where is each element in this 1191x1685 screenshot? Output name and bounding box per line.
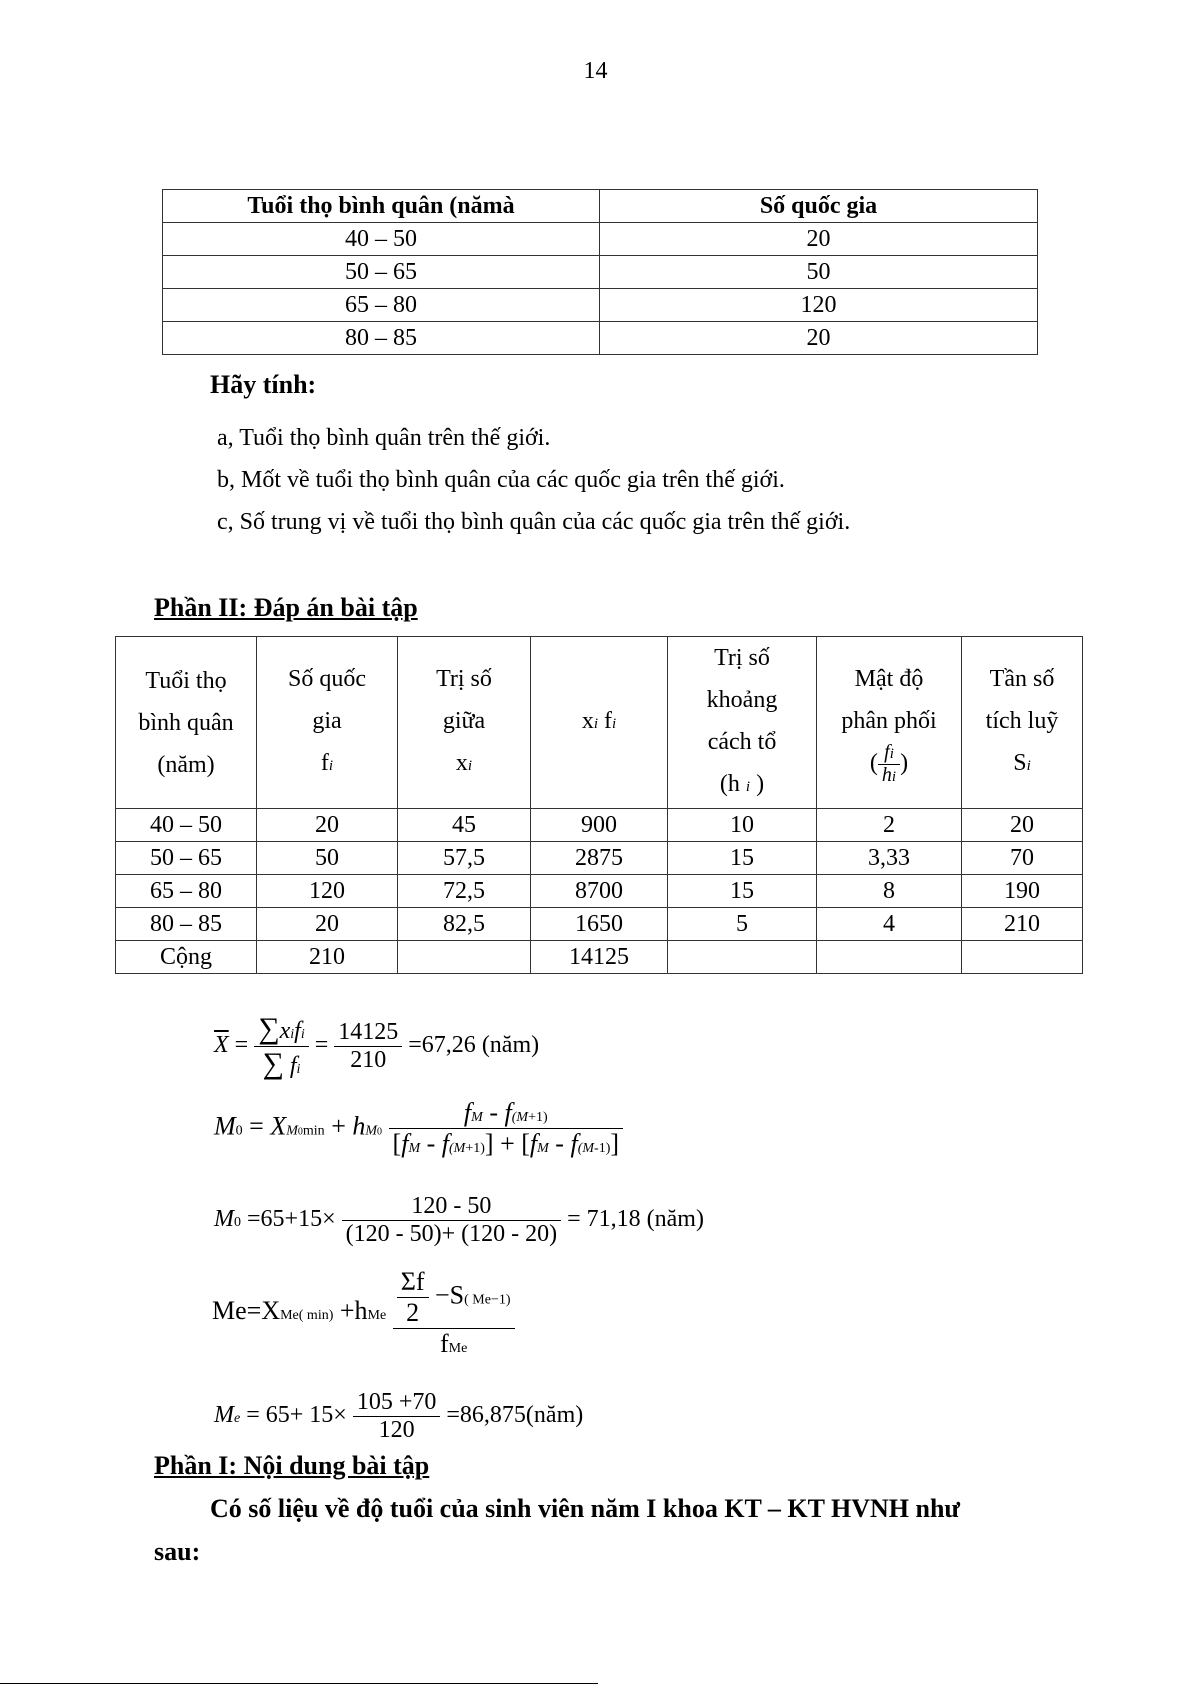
col-density-header: Mật độ phân phối ( $\frac{fi}{hi}$ ) (817, 637, 962, 809)
subscript: (M (577, 1141, 595, 1156)
closing-paragraph-line1: Có số liệu về độ tuổi của sinh viên năm I khoa KT – KT HVNH như (210, 1494, 961, 1523)
term: h (352, 1111, 366, 1141)
cell: 80 – 85 (163, 322, 600, 355)
unit: (năm) (525, 1402, 584, 1429)
subscript: M (537, 1141, 549, 1156)
subscript: 0 (234, 1215, 241, 1231)
col-age-header (116, 637, 257, 809)
term: f (289, 1053, 297, 1079)
subscript: i (889, 746, 894, 762)
subscript: i (300, 1027, 305, 1042)
frac-num: f (884, 741, 890, 763)
cell: 50 – 65 (116, 842, 257, 875)
closing-paragraph-line2: sau: (154, 1537, 201, 1566)
subscript: i (467, 758, 473, 774)
subscript: 0 (235, 1123, 243, 1139)
term: f (401, 1129, 409, 1158)
col-cumulative-header (962, 637, 1083, 809)
header-line: (năm) (157, 751, 215, 778)
term: M (214, 1111, 236, 1141)
subscript: i (593, 716, 598, 732)
unit: (năm) (646, 1206, 704, 1233)
formula-mean: $\overline{X}$ = ∑xifi ∑ fi = $\frac{14125}{210}$ =67,26 (năm) (214, 1012, 540, 1080)
result: =67,26 (408, 1032, 476, 1059)
result: = 71,18 (567, 1206, 641, 1233)
cell: 210 (257, 941, 398, 974)
header-line: gia (312, 708, 342, 734)
term: Me=X (212, 1295, 281, 1325)
header-line: (h (719, 771, 740, 797)
cell: 82,5 (398, 908, 531, 941)
cell: 45 (398, 809, 531, 842)
header-line: f (320, 750, 329, 776)
term: x (279, 1018, 291, 1044)
col-countries-header (257, 637, 398, 809)
subscript: i (1026, 758, 1031, 774)
cell: 15 (668, 875, 817, 908)
unit: (năm) (481, 1032, 540, 1059)
cell (398, 941, 531, 974)
cell: Cộng (116, 941, 257, 974)
cell: 900 (531, 809, 668, 842)
term: f (463, 1098, 472, 1127)
task-title: Hãy tính: (210, 370, 317, 399)
frac-den: h (881, 764, 892, 786)
formula-mode-general: M0 = XM0min + hM0 $\frac{fM - f(M+1)}{[fM - f(M+1)] + [fM - f(M-1)]}$ (214, 1098, 623, 1159)
col-interval-header (668, 637, 817, 809)
mode-value-fraction (342, 1193, 562, 1248)
header-line: cách tổ (707, 729, 777, 755)
cell: 1650 (531, 908, 668, 941)
cell: 70 (962, 842, 1083, 875)
half-sum-fraction (397, 1267, 429, 1328)
subscript: ( Me−1) (464, 1292, 511, 1308)
term: M (214, 1402, 234, 1429)
section2-title: Phần II: Đáp án bài tập (154, 593, 418, 622)
term: X (270, 1111, 287, 1141)
subscript: Me (367, 1307, 387, 1323)
expression: =65+15× (247, 1206, 336, 1233)
cell: 40 – 50 (163, 223, 600, 256)
cell (817, 941, 962, 974)
cell: 2875 (531, 842, 668, 875)
subscript: i (745, 779, 751, 795)
term: −S (435, 1280, 465, 1310)
subscript: -1) (594, 1141, 611, 1156)
cell: 50 (600, 256, 1038, 289)
formula-median-general (212, 1267, 515, 1359)
table-row (163, 322, 1038, 355)
numerator: 105 +70 (356, 1389, 437, 1415)
input-data-table (162, 189, 1038, 355)
subscript: M (408, 1141, 421, 1156)
cell: 20 (257, 809, 398, 842)
cell: 210 (962, 908, 1083, 941)
header-line: Số quốc (288, 666, 366, 692)
subscript: i (612, 716, 617, 732)
header-line: Tần số (989, 666, 1055, 692)
numerator: 14125 (338, 1019, 399, 1045)
header-age: Tuổi thọ bình quân (nămà (163, 190, 600, 223)
cell: 65 – 80 (163, 289, 600, 322)
cell: 57,5 (398, 842, 531, 875)
term: +h (339, 1295, 368, 1325)
cell: 20 (962, 809, 1083, 842)
cell: 40 – 50 (116, 809, 257, 842)
cell: 120 (600, 289, 1038, 322)
denominator: 210 (334, 1046, 402, 1074)
subscript: Me (448, 1341, 468, 1356)
header-line: Trị số (436, 666, 492, 692)
table-row-total (116, 941, 1083, 974)
cell: 20 (600, 223, 1038, 256)
subscript: i (290, 1027, 295, 1042)
subscript: +1) (528, 1110, 548, 1125)
header-line: khoảng (706, 687, 778, 713)
header-line: giữa (442, 708, 486, 734)
section1-title: Phần I: Nội dung bài tập (154, 1451, 430, 1480)
density-fraction (878, 742, 900, 787)
header-line: ) (756, 771, 765, 797)
subscript: i (328, 758, 334, 774)
header-countries: Số quốc gia (600, 190, 1038, 223)
cell: 20 (257, 908, 398, 941)
cell: 8700 (531, 875, 668, 908)
table-row (116, 875, 1083, 908)
term: f (439, 1329, 449, 1358)
task-item-a: a, Tuổi thọ bình quân trên thế giới. (217, 425, 551, 451)
subscript: i (891, 769, 897, 785)
table-row (116, 842, 1083, 875)
header-line: f (604, 708, 612, 734)
subscript: (M (449, 1141, 466, 1156)
col-midpoint-header (398, 637, 531, 809)
cell (962, 941, 1083, 974)
table-row (116, 809, 1083, 842)
cell: 72,5 (398, 875, 531, 908)
header-line: x (581, 708, 594, 734)
cell: 65 – 80 (116, 875, 257, 908)
table-row (163, 289, 1038, 322)
cell: 20 (600, 322, 1038, 355)
header-line: S (1013, 750, 1027, 776)
sum-symbol: ∑ (262, 1047, 284, 1080)
term: f (504, 1098, 512, 1127)
cell: 8 (817, 875, 962, 908)
header-line: x (455, 750, 468, 776)
cell: 3,33 (817, 842, 962, 875)
footer-divider (0, 1683, 598, 1684)
term: f (570, 1129, 578, 1158)
subscript: min (302, 1123, 325, 1139)
mean-symbol: $\overline{X}$ (214, 1032, 229, 1059)
page-number: 14 (583, 58, 608, 84)
term: f (529, 1129, 538, 1158)
formula-mode-value (214, 1193, 704, 1248)
cell: 10 (668, 809, 817, 842)
subscript: Me( min) (280, 1307, 334, 1323)
sum-symbol: ∑ (258, 1012, 280, 1045)
cell: 14125 (531, 941, 668, 974)
subscript: 0 (377, 1126, 383, 1138)
header-line: phân phối (841, 708, 937, 734)
denominator: 2 (397, 1297, 429, 1328)
header-line: tích luỹ (985, 708, 1059, 734)
cell: 80 – 85 (116, 908, 257, 941)
subscript: +1) (465, 1141, 485, 1156)
median-value-fraction (353, 1389, 441, 1444)
cell: 5 (668, 908, 817, 941)
result: =86,875 (446, 1402, 526, 1429)
header-line: Tuổi thọ (145, 667, 227, 694)
denominator: 120 (353, 1416, 441, 1444)
header-line: Mật độ (854, 666, 924, 692)
subscript: e (234, 1411, 241, 1427)
expression: = 65+ 15× (246, 1402, 347, 1429)
denominator: (120 - 50)+ (120 - 20) (342, 1220, 562, 1248)
task-item-c: c, Số trung vị về tuổi thọ bình quân của các quốc gia trên thế giới. (217, 509, 851, 535)
term: f (294, 1018, 301, 1044)
subscript: (M (511, 1110, 529, 1125)
table-row (116, 908, 1083, 941)
subscript: 0 (297, 1126, 303, 1138)
cell: 50 – 65 (163, 256, 600, 289)
solution-table (115, 636, 1083, 974)
cell: 15 (668, 842, 817, 875)
cell: 120 (257, 875, 398, 908)
cell (668, 941, 817, 974)
formula-median-value (214, 1389, 583, 1444)
mode-fraction: $\frac{fM - f(M+1)}{[fM - f(M+1)] + [fM - f(M-1)]}$ (389, 1098, 624, 1159)
mean-value-fraction (334, 1019, 402, 1074)
term: f (441, 1129, 450, 1158)
header-line: bình quân (138, 709, 234, 736)
col-xf-header (531, 637, 668, 809)
numerator: Σf (400, 1267, 425, 1296)
header-line: Trị số (714, 645, 770, 671)
term: M (214, 1206, 234, 1233)
cell: 190 (962, 875, 1083, 908)
subscript: M (286, 1123, 298, 1139)
cell: 50 (257, 842, 398, 875)
task-item-b: b, Mốt về tuổi thọ bình quân của các quốc gia trên thế giới. (217, 467, 785, 493)
subscript: M (471, 1110, 483, 1125)
mean-fraction (254, 1012, 309, 1081)
median-fraction (393, 1267, 515, 1359)
subscript: M (365, 1123, 378, 1139)
table-row (163, 223, 1038, 256)
cell: 4 (817, 908, 962, 941)
subscript: i (296, 1062, 301, 1077)
cell: 2 (817, 809, 962, 842)
table-row (163, 256, 1038, 289)
numerator: 120 - 50 (411, 1193, 492, 1219)
